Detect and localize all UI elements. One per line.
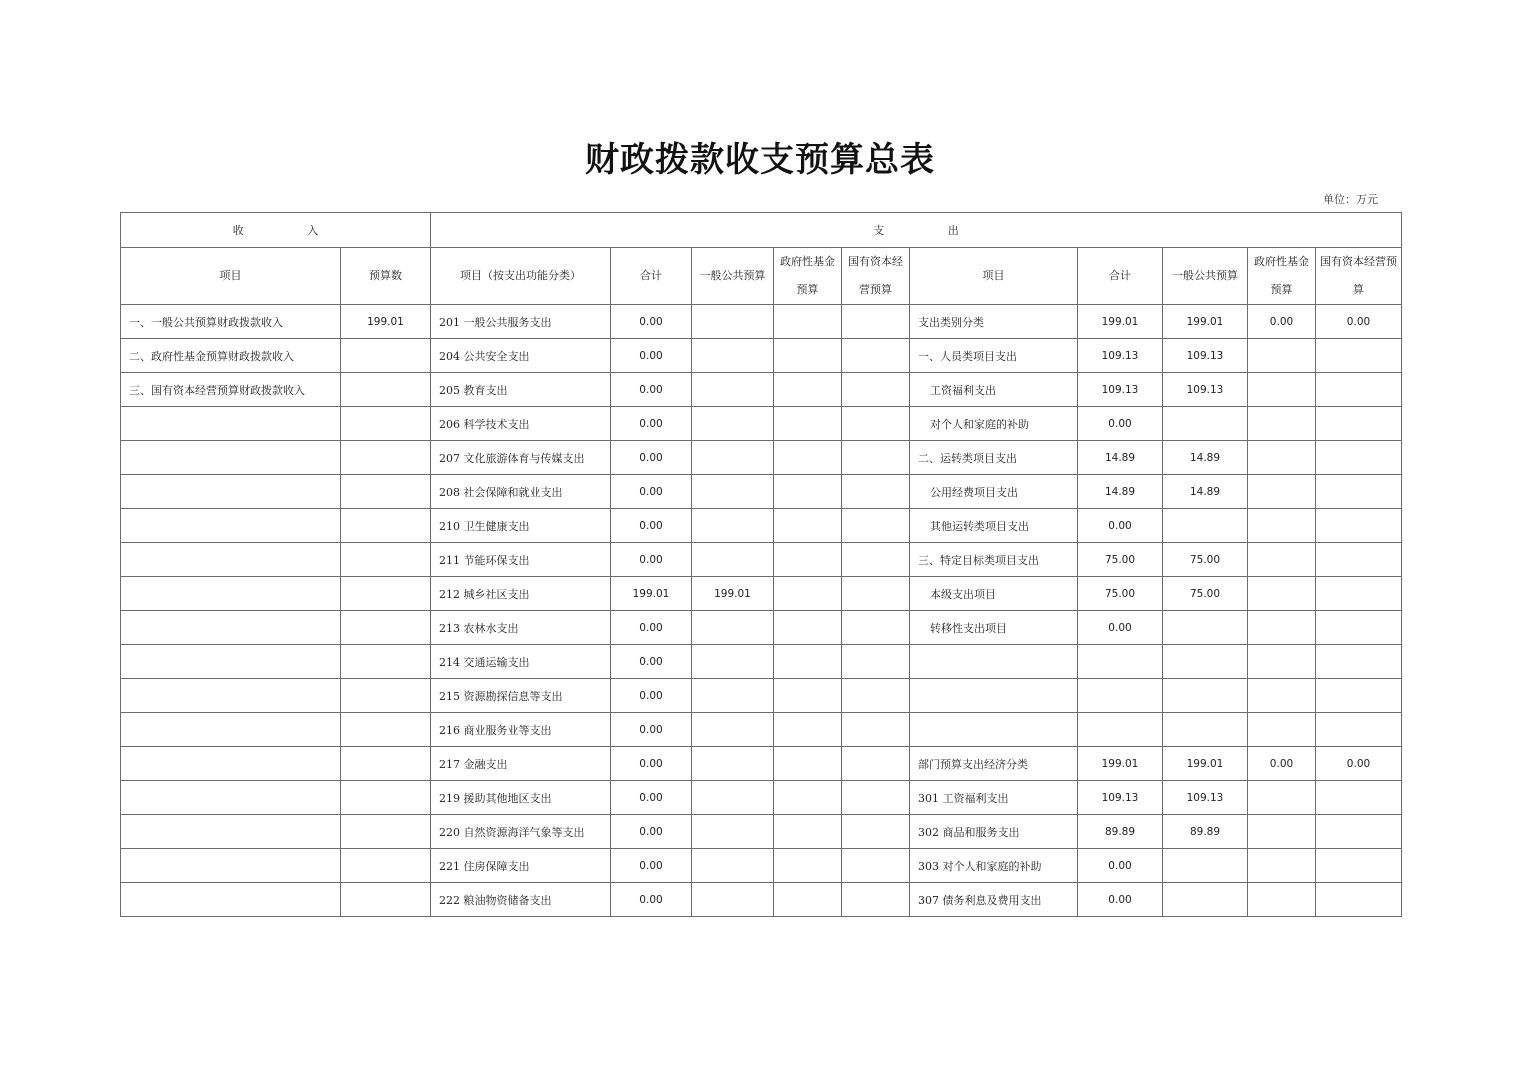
budget-table — [120, 212, 1402, 917]
econ-state-cell — [1316, 781, 1402, 815]
exp-total-cell: 0.00 — [611, 543, 692, 577]
income-budget-cell — [341, 713, 431, 747]
page-title: 财政拨款收支预算总表 — [585, 140, 935, 180]
econ-item-cell: 三、特定目标类项目支出 — [910, 543, 1078, 577]
income-budget-cell — [341, 441, 431, 475]
econ-item-cell: 转移性支出项目 — [910, 611, 1078, 645]
income-budget-cell — [341, 577, 431, 611]
table-row — [121, 679, 1402, 713]
exp-total-cell: 0.00 — [611, 645, 692, 679]
exp-item-cell: 204 公共安全支出 — [431, 339, 611, 373]
expense-group-header: 支 出 — [431, 213, 1402, 248]
income-budget-cell — [341, 815, 431, 849]
econ-state-cell — [1316, 475, 1402, 509]
econ-item-cell: 其他运转类项目支出 — [910, 509, 1078, 543]
econ-state-cell — [1316, 815, 1402, 849]
econ-item-cell: 对个人和家庭的补助 — [910, 407, 1078, 441]
income-budget-cell — [341, 543, 431, 577]
income-budget-cell — [341, 679, 431, 713]
exp-general-cell — [692, 475, 774, 509]
exp-total-cell: 0.00 — [611, 679, 692, 713]
exp-state-cell — [842, 509, 910, 543]
exp-total-header: 合计 — [611, 248, 692, 305]
econ-fund-header: 政府性基金预算 — [1248, 248, 1316, 305]
exp-item-header: 项目（按支出功能分类） — [431, 248, 611, 305]
econ-item-cell: 302 商品和服务支出 — [910, 815, 1078, 849]
table-row — [121, 781, 1402, 815]
exp-fund-cell — [774, 373, 842, 407]
table-row — [121, 713, 1402, 747]
income-budget-cell — [341, 611, 431, 645]
econ-general-cell: 14.89 — [1163, 475, 1248, 509]
exp-total-cell: 0.00 — [611, 781, 692, 815]
income-item-cell — [121, 883, 341, 917]
exp-item-cell: 220 自然资源海洋气象等支出 — [431, 815, 611, 849]
exp-item-cell: 212 城乡社区支出 — [431, 577, 611, 611]
econ-state-cell: 0.00 — [1316, 305, 1402, 339]
table-row — [121, 577, 1402, 611]
income-budget-cell — [341, 781, 431, 815]
exp-general-cell — [692, 305, 774, 339]
table-row — [121, 305, 1402, 339]
econ-fund-cell — [1248, 815, 1316, 849]
econ-item-cell: 二、运转类项目支出 — [910, 441, 1078, 475]
econ-general-header: 一般公共预算 — [1163, 248, 1248, 305]
income-item-cell — [121, 441, 341, 475]
exp-fund-cell — [774, 339, 842, 373]
income-budget-cell — [341, 509, 431, 543]
exp-total-cell: 199.01 — [611, 577, 692, 611]
income-item-cell — [121, 407, 341, 441]
econ-general-cell — [1163, 883, 1248, 917]
econ-item-cell — [910, 645, 1078, 679]
econ-fund-cell: 0.00 — [1248, 305, 1316, 339]
exp-state-header: 国有资本经营预算 — [842, 248, 910, 305]
exp-general-cell — [692, 815, 774, 849]
exp-state-cell — [842, 543, 910, 577]
exp-general-cell — [692, 509, 774, 543]
exp-item-cell: 213 农林水支出 — [431, 611, 611, 645]
exp-general-header: 一般公共预算 — [692, 248, 774, 305]
econ-item-cell: 一、人员类项目支出 — [910, 339, 1078, 373]
exp-state-cell — [842, 373, 910, 407]
econ-total-cell: 0.00 — [1078, 407, 1163, 441]
econ-total-cell: 109.13 — [1078, 781, 1163, 815]
econ-state-cell — [1316, 883, 1402, 917]
econ-total-cell: 14.89 — [1078, 475, 1163, 509]
exp-state-cell — [842, 849, 910, 883]
econ-fund-cell — [1248, 441, 1316, 475]
econ-state-cell — [1316, 577, 1402, 611]
econ-general-cell — [1163, 645, 1248, 679]
econ-fund-cell — [1248, 407, 1316, 441]
income-item-cell: 三、国有资本经营预算财政拨款收入 — [121, 373, 341, 407]
exp-fund-cell — [774, 577, 842, 611]
exp-state-cell — [842, 645, 910, 679]
exp-item-cell: 215 资源勘探信息等支出 — [431, 679, 611, 713]
income-item-cell — [121, 509, 341, 543]
econ-item-cell: 本级支出项目 — [910, 577, 1078, 611]
econ-general-cell: 75.00 — [1163, 577, 1248, 611]
income-budget-cell — [341, 339, 431, 373]
exp-general-cell — [692, 679, 774, 713]
econ-fund-cell — [1248, 611, 1316, 645]
exp-fund-cell — [774, 849, 842, 883]
column-header-row — [121, 248, 1402, 305]
income-item-cell — [121, 611, 341, 645]
income-item-cell: 一、一般公共预算财政拨款收入 — [121, 305, 341, 339]
econ-state-cell — [1316, 611, 1402, 645]
exp-state-cell — [842, 713, 910, 747]
exp-general-cell — [692, 441, 774, 475]
econ-total-cell: 75.00 — [1078, 577, 1163, 611]
econ-state-cell — [1316, 713, 1402, 747]
exp-total-cell: 0.00 — [611, 475, 692, 509]
econ-fund-cell — [1248, 475, 1316, 509]
group-header-row — [121, 213, 1402, 248]
econ-total-cell: 14.89 — [1078, 441, 1163, 475]
income-budget-cell — [341, 407, 431, 441]
econ-fund-cell — [1248, 679, 1316, 713]
exp-total-cell: 0.00 — [611, 509, 692, 543]
exp-item-cell: 219 援助其他地区支出 — [431, 781, 611, 815]
econ-item-cell: 工资福利支出 — [910, 373, 1078, 407]
econ-state-cell — [1316, 407, 1402, 441]
table-row — [121, 441, 1402, 475]
econ-total-cell: 0.00 — [1078, 509, 1163, 543]
econ-total-cell — [1078, 679, 1163, 713]
table-row — [121, 407, 1402, 441]
econ-state-cell — [1316, 543, 1402, 577]
econ-fund-cell — [1248, 645, 1316, 679]
econ-general-cell: 109.13 — [1163, 781, 1248, 815]
exp-state-cell — [842, 475, 910, 509]
exp-fund-cell — [774, 679, 842, 713]
econ-item-cell: 303 对个人和家庭的补助 — [910, 849, 1078, 883]
exp-item-cell: 222 粮油物资储备支出 — [431, 883, 611, 917]
exp-item-cell: 207 文化旅游体育与传媒支出 — [431, 441, 611, 475]
econ-general-cell: 89.89 — [1163, 815, 1248, 849]
econ-item-header: 项目 — [910, 248, 1078, 305]
exp-item-cell: 210 卫生健康支出 — [431, 509, 611, 543]
income-item-cell — [121, 713, 341, 747]
exp-total-cell: 0.00 — [611, 305, 692, 339]
income-budget-cell — [341, 883, 431, 917]
income-group-header: 收 入 — [121, 213, 431, 248]
econ-total-cell — [1078, 645, 1163, 679]
econ-general-cell: 199.01 — [1163, 747, 1248, 781]
exp-state-cell — [842, 611, 910, 645]
exp-total-cell: 0.00 — [611, 849, 692, 883]
exp-general-cell — [692, 747, 774, 781]
econ-state-cell — [1316, 645, 1402, 679]
income-item-cell — [121, 475, 341, 509]
econ-item-cell — [910, 679, 1078, 713]
exp-item-cell: 206 科学技术支出 — [431, 407, 611, 441]
exp-fund-cell — [774, 883, 842, 917]
exp-item-cell: 205 教育支出 — [431, 373, 611, 407]
income-item-cell — [121, 849, 341, 883]
exp-state-cell — [842, 747, 910, 781]
table-row — [121, 747, 1402, 781]
exp-state-cell — [842, 339, 910, 373]
table-row — [121, 815, 1402, 849]
econ-general-cell — [1163, 611, 1248, 645]
table-row — [121, 509, 1402, 543]
econ-item-cell: 支出类别分类 — [910, 305, 1078, 339]
exp-fund-cell — [774, 543, 842, 577]
exp-general-cell — [692, 645, 774, 679]
exp-general-cell: 199.01 — [692, 577, 774, 611]
econ-fund-cell: 0.00 — [1248, 747, 1316, 781]
econ-general-cell: 14.89 — [1163, 441, 1248, 475]
exp-item-cell: 211 节能环保支出 — [431, 543, 611, 577]
exp-fund-header: 政府性基金预算 — [774, 248, 842, 305]
econ-total-cell: 199.01 — [1078, 305, 1163, 339]
exp-state-cell — [842, 815, 910, 849]
table-row — [121, 373, 1402, 407]
exp-general-cell — [692, 407, 774, 441]
econ-general-cell: 109.13 — [1163, 373, 1248, 407]
econ-fund-cell — [1248, 509, 1316, 543]
exp-total-cell: 0.00 — [611, 815, 692, 849]
table-row — [121, 475, 1402, 509]
unit-label: 单位：万元 — [1323, 193, 1378, 206]
exp-fund-cell — [774, 305, 842, 339]
econ-fund-cell — [1248, 713, 1316, 747]
income-budget-cell — [341, 747, 431, 781]
table-row — [121, 645, 1402, 679]
econ-item-cell: 公用经费项目支出 — [910, 475, 1078, 509]
econ-total-cell: 0.00 — [1078, 883, 1163, 917]
econ-state-cell — [1316, 679, 1402, 713]
econ-item-cell — [910, 713, 1078, 747]
exp-item-cell: 214 交通运输支出 — [431, 645, 611, 679]
exp-fund-cell — [774, 781, 842, 815]
exp-state-cell — [842, 441, 910, 475]
econ-total-cell: 109.13 — [1078, 373, 1163, 407]
income-budget-cell — [341, 475, 431, 509]
income-item-header: 项目 — [121, 248, 341, 305]
exp-general-cell — [692, 339, 774, 373]
income-item-cell — [121, 577, 341, 611]
econ-general-cell: 75.00 — [1163, 543, 1248, 577]
econ-general-cell — [1163, 679, 1248, 713]
exp-fund-cell — [774, 645, 842, 679]
exp-fund-cell — [774, 509, 842, 543]
exp-fund-cell — [774, 713, 842, 747]
econ-fund-cell — [1248, 883, 1316, 917]
exp-general-cell — [692, 543, 774, 577]
econ-state-cell — [1316, 441, 1402, 475]
econ-fund-cell — [1248, 849, 1316, 883]
econ-state-cell — [1316, 339, 1402, 373]
income-budget-cell — [341, 849, 431, 883]
econ-fund-cell — [1248, 543, 1316, 577]
econ-total-cell: 0.00 — [1078, 611, 1163, 645]
exp-state-cell — [842, 577, 910, 611]
econ-general-cell — [1163, 509, 1248, 543]
exp-total-cell: 0.00 — [611, 611, 692, 645]
income-budget-cell — [341, 645, 431, 679]
exp-total-cell: 0.00 — [611, 339, 692, 373]
income-item-cell — [121, 543, 341, 577]
exp-fund-cell — [774, 475, 842, 509]
econ-state-cell — [1316, 849, 1402, 883]
income-item-cell — [121, 815, 341, 849]
table-row — [121, 849, 1402, 883]
exp-item-cell: 208 社会保障和就业支出 — [431, 475, 611, 509]
exp-total-cell: 0.00 — [611, 713, 692, 747]
exp-item-cell: 201 一般公共服务支出 — [431, 305, 611, 339]
econ-general-cell: 199.01 — [1163, 305, 1248, 339]
exp-state-cell — [842, 305, 910, 339]
econ-general-cell: 109.13 — [1163, 339, 1248, 373]
exp-state-cell — [842, 679, 910, 713]
exp-item-cell: 221 住房保障支出 — [431, 849, 611, 883]
econ-state-header: 国有资本经营预算 — [1316, 248, 1402, 305]
income-budget-cell: 199.01 — [341, 305, 431, 339]
econ-general-cell — [1163, 713, 1248, 747]
exp-general-cell — [692, 611, 774, 645]
econ-fund-cell — [1248, 339, 1316, 373]
exp-total-cell: 0.00 — [611, 747, 692, 781]
exp-fund-cell — [774, 441, 842, 475]
econ-total-cell: 199.01 — [1078, 747, 1163, 781]
income-item-cell — [121, 645, 341, 679]
econ-fund-cell — [1248, 577, 1316, 611]
exp-fund-cell — [774, 747, 842, 781]
income-budget-cell — [341, 373, 431, 407]
econ-state-cell: 0.00 — [1316, 747, 1402, 781]
exp-fund-cell — [774, 611, 842, 645]
econ-total-cell: 0.00 — [1078, 849, 1163, 883]
econ-total-cell: 75.00 — [1078, 543, 1163, 577]
exp-total-cell: 0.00 — [611, 441, 692, 475]
table-row — [121, 543, 1402, 577]
table-row — [121, 339, 1402, 373]
exp-general-cell — [692, 373, 774, 407]
econ-fund-cell — [1248, 781, 1316, 815]
econ-fund-cell — [1248, 373, 1316, 407]
econ-state-cell — [1316, 373, 1402, 407]
exp-general-cell — [692, 883, 774, 917]
exp-state-cell — [842, 407, 910, 441]
econ-total-cell: 89.89 — [1078, 815, 1163, 849]
econ-general-cell — [1163, 849, 1248, 883]
income-item-cell: 二、政府性基金预算财政拨款收入 — [121, 339, 341, 373]
econ-item-cell: 307 债务利息及费用支出 — [910, 883, 1078, 917]
table-row — [121, 883, 1402, 917]
exp-state-cell — [842, 781, 910, 815]
econ-total-cell: 109.13 — [1078, 339, 1163, 373]
econ-general-cell — [1163, 407, 1248, 441]
econ-item-cell: 301 工资福利支出 — [910, 781, 1078, 815]
econ-state-cell — [1316, 509, 1402, 543]
econ-total-cell — [1078, 713, 1163, 747]
exp-general-cell — [692, 849, 774, 883]
income-item-cell — [121, 679, 341, 713]
income-budget-header: 预算数 — [341, 248, 431, 305]
exp-item-cell: 216 商业服务业等支出 — [431, 713, 611, 747]
exp-general-cell — [692, 781, 774, 815]
income-item-cell — [121, 781, 341, 815]
exp-state-cell — [842, 883, 910, 917]
exp-fund-cell — [774, 407, 842, 441]
exp-item-cell: 217 金融支出 — [431, 747, 611, 781]
income-item-cell — [121, 747, 341, 781]
exp-total-cell: 0.00 — [611, 407, 692, 441]
exp-fund-cell — [774, 815, 842, 849]
exp-total-cell: 0.00 — [611, 373, 692, 407]
exp-total-cell: 0.00 — [611, 883, 692, 917]
exp-general-cell — [692, 713, 774, 747]
table-row — [121, 611, 1402, 645]
econ-item-cell: 部门预算支出经济分类 — [910, 747, 1078, 781]
econ-total-header: 合计 — [1078, 248, 1163, 305]
